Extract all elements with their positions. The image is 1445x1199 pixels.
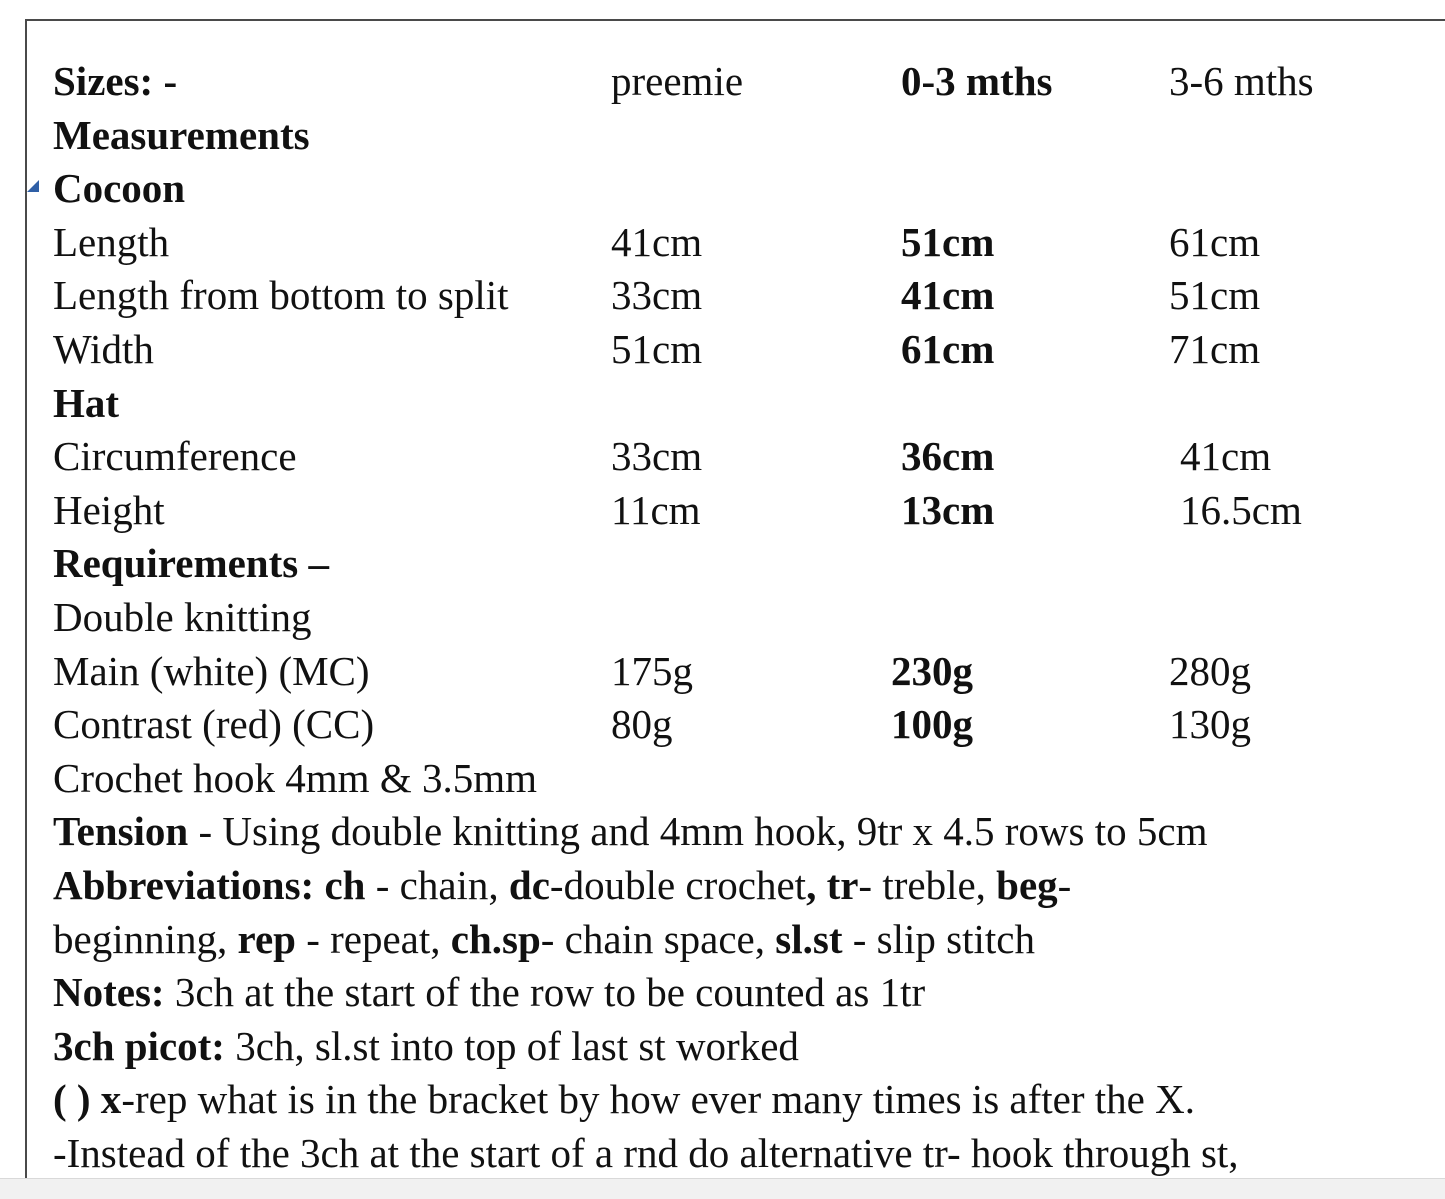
- measurement-row: [53, 430, 1433, 484]
- size-3-6-mths: 3-6 mths: [1169, 58, 1314, 104]
- value-3-6: 16.5cm: [1180, 486, 1302, 533]
- size-0-3-mths: 0-3 mths: [901, 58, 1053, 104]
- sizes-row: [53, 55, 1433, 109]
- size-preemie: preemie: [611, 58, 744, 104]
- value-0-3: 36cm: [901, 433, 995, 480]
- row-label: Main (white) (MC): [53, 647, 370, 694]
- hook-size: Crochet hook 4mm & 3.5mm: [53, 754, 537, 801]
- value-0-3: 61cm: [901, 325, 995, 372]
- value-preemie: 41cm: [611, 218, 703, 265]
- sizes-label: Sizes: -: [53, 58, 178, 104]
- value-3-6: 41cm: [1180, 433, 1272, 480]
- row-label: Width: [53, 325, 154, 372]
- yarn-type: Double knitting: [53, 593, 312, 640]
- value-3-6: 130g: [1169, 701, 1251, 748]
- value-0-3: 100g: [891, 701, 973, 748]
- picot-line: [53, 1020, 1433, 1074]
- value-3-6: 71cm: [1169, 325, 1261, 372]
- measurements-heading: Measurements: [53, 111, 310, 158]
- abbrev-segment: - chain,: [365, 861, 509, 908]
- requirements-heading: Requirements –: [53, 540, 329, 587]
- value-0-3: 13cm: [901, 486, 995, 533]
- value-0-3: 230g: [891, 647, 973, 694]
- value-preemie: 11cm: [611, 486, 701, 533]
- picot-text: 3ch, sl.st into top of last st worked: [224, 1022, 799, 1069]
- abbreviations-line-2: [53, 913, 1433, 967]
- abbrev-segment: dc: [508, 861, 550, 908]
- requirement-row: [53, 698, 1433, 752]
- cocoon-heading: Cocoon: [53, 165, 186, 212]
- tension-line: [53, 805, 1433, 859]
- bracket-note-label: ( ) x: [53, 1076, 122, 1123]
- value-preemie: 33cm: [611, 272, 703, 319]
- abbrev-segment: ch: [314, 861, 366, 908]
- bracket-note-line: [53, 1073, 1433, 1127]
- instead-note-line: -Instead of the 3ch at the start of a rnd do alternative tr- hook through st,: [53, 1129, 1239, 1176]
- measurement-row: [53, 269, 1433, 323]
- value-preemie: 51cm: [611, 325, 703, 372]
- abbrev-segment: sl.st: [775, 915, 843, 962]
- abbrev-segment: ch.sp: [450, 915, 541, 962]
- measurement-row: [53, 484, 1433, 538]
- value-preemie: 80g: [611, 701, 673, 748]
- abbrev-segment: - treble,: [858, 861, 997, 908]
- abbreviations-line-1: [53, 859, 1433, 913]
- abbrev-segment: - slip stitch: [842, 915, 1035, 962]
- tension-label: Tension: [53, 808, 189, 855]
- value-3-6: 61cm: [1169, 218, 1261, 265]
- value-0-3: 41cm: [901, 272, 995, 319]
- notes-line: [53, 966, 1433, 1020]
- abbrev-segment: beg: [996, 861, 1058, 908]
- window-bottom-bar: [0, 1178, 1445, 1199]
- row-label: Length from bottom to split: [53, 272, 509, 319]
- abbrev-segment: , tr: [806, 861, 859, 908]
- notes-label: Notes:: [53, 969, 165, 1016]
- picot-label: 3ch picot:: [53, 1022, 225, 1069]
- row-label: Contrast (red) (CC): [53, 701, 375, 748]
- abbrev-segment: - repeat,: [295, 915, 451, 962]
- value-3-6: 280g: [1169, 647, 1251, 694]
- hat-heading: Hat: [53, 379, 120, 426]
- row-label: Length: [53, 218, 170, 265]
- abbrev-segment: - chain space,: [540, 915, 776, 962]
- bracket-note-text: -rep what is in the bracket by how ever many times is after the X.: [121, 1076, 1195, 1123]
- notes-text: 3ch at the start of the row to be counted as 1tr: [164, 969, 926, 1016]
- tension-text: - Using double knitting and 4mm hook, 9tr x 4.5 rows to 5cm: [188, 808, 1208, 855]
- requirement-row: [53, 645, 1433, 699]
- row-label: Height: [53, 486, 165, 533]
- abbrev-segment: -double crochet: [549, 861, 807, 908]
- measurement-row: [53, 323, 1433, 377]
- abbreviations-label: Abbreviations:: [53, 861, 315, 908]
- anchor-marker-icon: [27, 180, 39, 192]
- pattern-text: [53, 55, 1433, 1180]
- value-preemie: 33cm: [611, 433, 703, 480]
- value-0-3: 51cm: [901, 218, 995, 265]
- row-label: Circumference: [53, 433, 297, 480]
- measurement-row: [53, 216, 1433, 270]
- abbrev-segment: beginning,: [53, 915, 238, 962]
- value-preemie: 175g: [611, 647, 693, 694]
- abbrev-segment: -: [1057, 861, 1072, 908]
- abbrev-segment: rep: [237, 915, 296, 962]
- value-3-6: 51cm: [1169, 272, 1261, 319]
